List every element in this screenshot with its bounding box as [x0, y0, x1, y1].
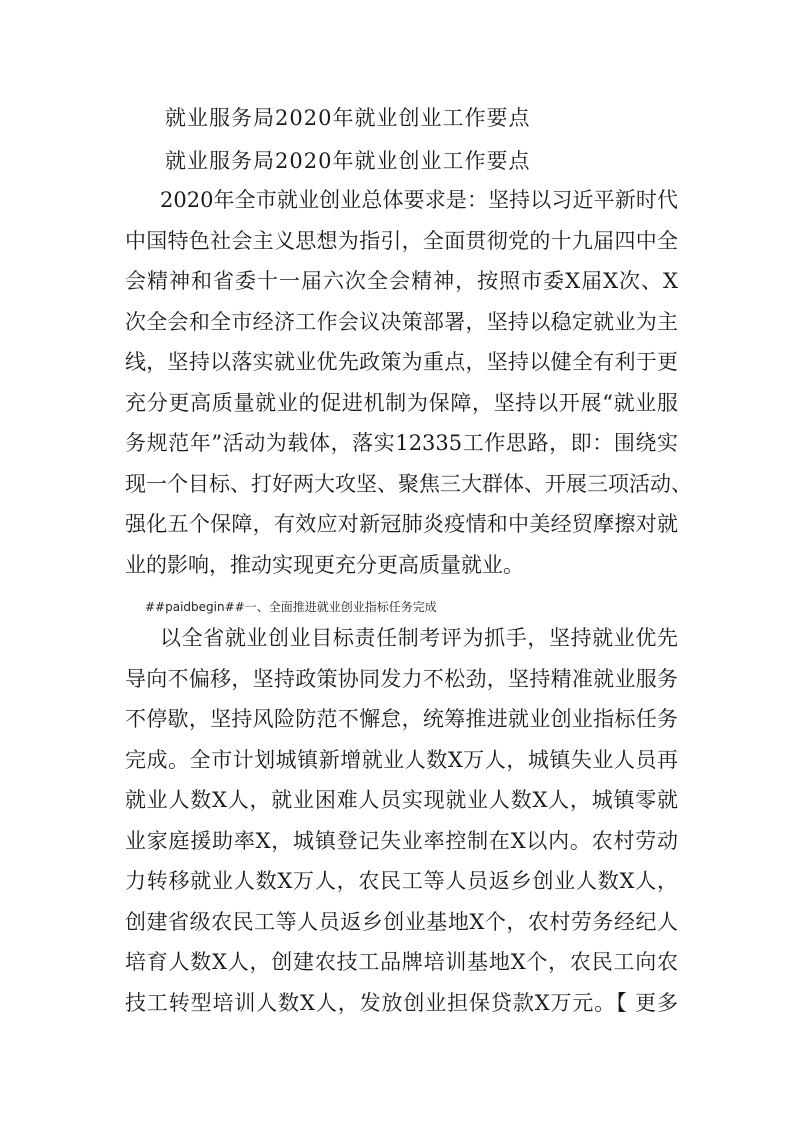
- section-heading: ##paidbegin##一、全面推进就业创业指标任务完成: [145, 600, 437, 614]
- paragraph-line: 线，坚持以落实就业优先政策为重点，坚持以健全有利于更: [125, 350, 678, 374]
- paragraph-line: 不停歇，坚持风险防范不懈怠，统筹推进就业创业指标任务: [125, 707, 678, 731]
- paragraph-line: 培育人数X人，创建农技工品牌培训基地X个，农民工向农: [125, 950, 678, 974]
- document-title: 就业服务局2020年就业创业工作要点: [165, 106, 531, 130]
- paragraph-line: 力转移就业人数X万人，农民工等人员返乡创业人数X人，: [125, 869, 678, 893]
- intro-paragraph: [125, 180, 692, 585]
- paragraph-line: 次全会和全市经济工作会议决策部署，坚持以稳定就业为主: [125, 309, 678, 334]
- paragraph-line: 就业人数X人，就业困难人员实现就业人数X人，城镇零就: [125, 788, 678, 812]
- paragraph-line: 业的影响，推动实现更充分更高质量就业。: [125, 552, 524, 577]
- paragraph-line: 中国特色社会主义思想为指引，全面贯彻党的十九届四中全: [125, 228, 678, 253]
- paragraph-line: 导向不偏移，坚持政策协同发力不松劲，坚持精准就业服务: [125, 666, 678, 691]
- paragraph-line: 强化五个保障，有效应对新冠肺炎疫情和中美经贸摩擦对就: [125, 512, 678, 536]
- paragraph-line: 创建省级农民工等人员返乡创业基地X个，农村劳务经纪人: [125, 909, 678, 934]
- paragraph-line: 务规范年”活动为载体，落实12335工作思路，即：围绕实: [125, 431, 678, 455]
- paragraph-line: 以全省就业创业目标责任制考评为抓手，坚持就业优先: [160, 626, 678, 650]
- paragraph-line: 现一个目标、打好两大攻坚、聚焦三大群体、开展三项活动、: [125, 471, 692, 496]
- paragraph-line: 完成。全市计划城镇新增就业人数X万人，城镇失业人员再: [125, 747, 678, 772]
- paragraph-line: 充分更高质量就业的促进机制为保障，坚持以开展“就业服: [125, 390, 678, 415]
- paragraph-line: 2020年全市就业创业总体要求是：坚持以习近平新时代: [160, 188, 678, 212]
- paragraph-line: 会精神和省委十一届六次全会精神，按照市委X届X次、X: [125, 269, 678, 293]
- paragraph-line: 业家庭援助率X，城镇登记失业率控制在X以内。农村劳动: [125, 828, 678, 853]
- paragraph-line: 技工转型培训人数X人，发放创业担保贷款X万元。【 更多: [125, 990, 678, 1015]
- section-paragraph: [125, 618, 678, 1023]
- document-title-repeat: 就业服务局2020年就业创业工作要点: [165, 149, 531, 173]
